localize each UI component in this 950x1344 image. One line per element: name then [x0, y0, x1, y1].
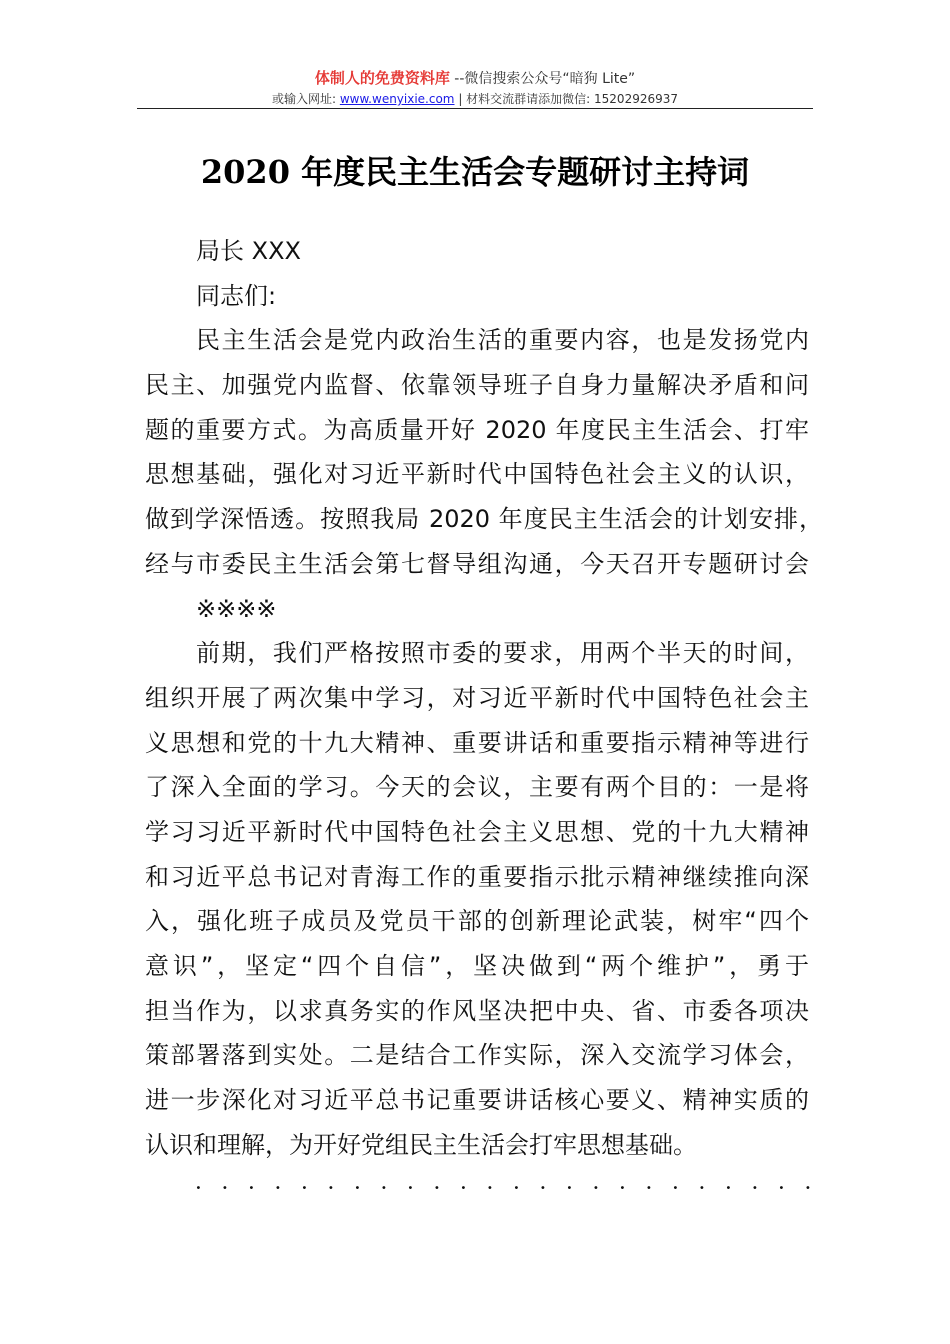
header-site-link[interactable]: www.wenyixie.com: [339, 92, 455, 106]
paragraph-line: 策部署落到实处。二是结合工作实际，深入交流学习体会，: [145, 1041, 809, 1070]
paragraph-line: 民主、加强党内监督、依靠领导班子自身力量解决矛盾和问: [145, 371, 809, 400]
paragraph-line: 经与市委民主生活会第七督导组沟通，今天召开专题研讨会: [145, 549, 809, 578]
header-promo-line: [0, 67, 950, 90]
paragraph-line: 担当作为，以求真务实的作风坚决把中央、省、市委各项决: [145, 996, 809, 1025]
page-header: [0, 67, 950, 108]
header-url-prefix: 或输入网址:: [271, 92, 340, 106]
speaker-line: 局长 XXX: [196, 237, 301, 265]
separator-marks: ※※※※: [196, 594, 277, 623]
header-divider: [137, 108, 813, 109]
paragraph-line: 民主生活会是党内政治生活的重要内容，也是发扬党内: [196, 326, 809, 355]
paragraph-line: 做到学深悟透。按照我局 2020 年度民主生活会的计划安排，: [145, 505, 823, 534]
paragraph-line: 思想基础，强化对习近平新时代中国特色社会主义的认识，: [145, 460, 809, 489]
header-tagline: --微信搜索公众号“暗狗 Lite”: [449, 71, 636, 87]
header-wechat-contact: | 材料交流群请添加微信: 15202926937: [454, 92, 679, 106]
paragraph-line: 前期，我们严格按照市委的要求，用两个半天的时间，: [196, 639, 809, 668]
salutation-line: 同志们:: [196, 281, 277, 310]
header-contact-line: [0, 90, 950, 108]
paragraph-line: 意识”，坚定“四个自信”，坚决做到“两个维护”，勇于: [145, 952, 809, 980]
document-title: 2020 年度民主生活会专题研讨主持词: [200, 153, 750, 191]
paragraph-line: 学习习近平新时代中国特色社会主义思想、党的十九大精神: [145, 817, 809, 846]
document-body: [145, 229, 825, 1167]
header-brand: 体制人的免费资料库: [314, 69, 450, 87]
ellipsis-separator: ．．．．．．．．．．．．．．．．．．．．．．．．: [195, 1170, 843, 1195]
paragraph-line: 进一步深化对习近平总书记重要讲话核心要义、精神实质的: [145, 1086, 809, 1115]
paragraph-line: 认识和理解，为开好党组民主生活会打牢思想基础。: [145, 1130, 697, 1159]
paragraph-line: 和习近平总书记对青海工作的重要指示批示精神继续推向深: [145, 862, 809, 891]
paragraph-line: 组织开展了两次集中学习，对习近平新时代中国特色社会主: [145, 683, 809, 712]
paragraph-line: 入，强化班子成员及党员干部的创新理论武装，树牢“四个: [145, 907, 809, 936]
paragraph-line: 题的重要方式。为高质量开好 2020 年度民主生活会、打牢: [145, 415, 809, 444]
paragraph-line: 义思想和党的十九大精神、重要讲话和重要指示精神等进行: [145, 728, 809, 757]
paragraph-line: 了深入全面的学习。今天的会议，主要有两个目的：一是将: [145, 773, 809, 802]
